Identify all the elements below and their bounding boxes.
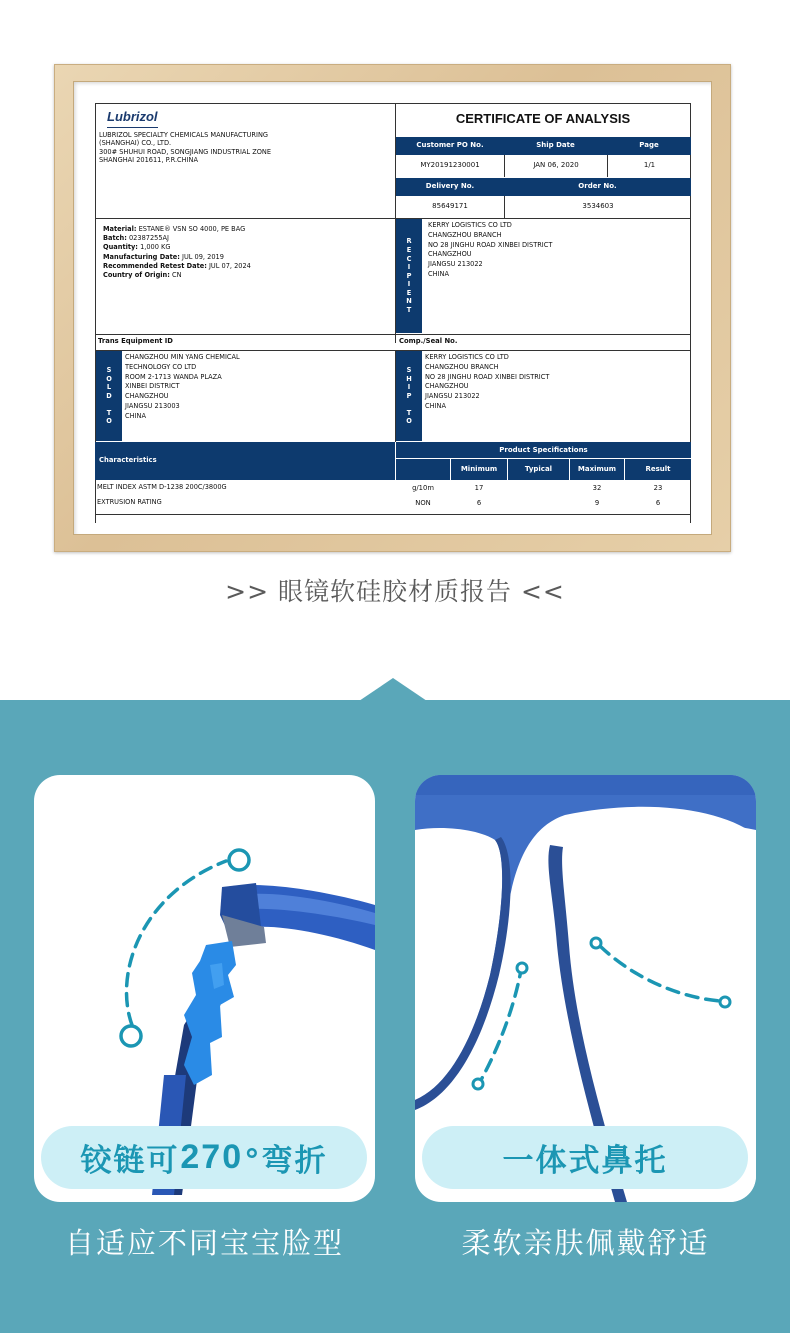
material-line: Quantity: 1,000 KG xyxy=(103,243,171,252)
company-line: 300# SHUHUI ROAD, SONGJIANG INDUSTRIAL ZONE xyxy=(99,147,271,156)
certificate-of-analysis xyxy=(95,103,691,523)
customer-po-header: Customer PO No. xyxy=(396,137,504,155)
customer-po-value: MY20191230001 xyxy=(420,161,480,170)
spec-result: 23 xyxy=(653,484,663,492)
certificate-paper xyxy=(73,81,712,535)
order-value: 3534603 xyxy=(504,196,691,218)
company-line: SHANGHAI 201611, P.R.CHINA xyxy=(99,156,199,165)
pill-suffix: °弯折 xyxy=(244,1143,328,1179)
hinge-feature-card xyxy=(34,775,375,1202)
delivery-value: 85649171 xyxy=(432,202,468,211)
spec-header-result: Result xyxy=(645,465,671,474)
spec-header-maximum: Maximum xyxy=(577,465,617,474)
sold-to-tag: S O L D T O xyxy=(96,351,122,441)
pill-number: 270 xyxy=(180,1138,244,1176)
recipient-tag: R E C I P I E N T xyxy=(396,219,422,333)
delivery-header: Delivery No. xyxy=(396,178,504,196)
ship-to-address: KERRY LOGISTICS CO LTD CHANGZHOU BRANCH NO 28 JINGHU ROAD XINBEI DISTRICT CHANGZHOU JIANGSU 213022 CHINA xyxy=(425,353,550,410)
company-address xyxy=(99,131,399,165)
certificate-title: CERTIFICATE OF ANALYSIS xyxy=(455,111,631,127)
spec-max: 9 xyxy=(594,499,600,507)
company-line: LUBRIZOL SPECIALTY CHEMICALS MANUFACTURING xyxy=(99,131,268,139)
material-line: Manufacturing Date: JUL 09, 2019 xyxy=(103,252,224,261)
report-caption: >> 眼镜软硅胶材质报告 << xyxy=(225,577,565,606)
spec-unit: g/10m xyxy=(412,484,434,492)
sold-to-address: CHANGZHOU MIN YANG CHEMICAL TECHNOLOGY CO LTD ROOM 2-1713 WANDA PLAZA XINBEI DISTRICT CHANGZHOU JIANGSU 213003 CHINA xyxy=(125,353,240,420)
ship-date-value: JAN 06, 2020 xyxy=(504,155,607,177)
spec-header-minimum: Minimum xyxy=(460,465,498,474)
spec-name: EXTRUSION RATING xyxy=(97,498,162,506)
spec-max: 32 xyxy=(592,484,602,492)
material-line: Batch: 02387255AJ xyxy=(103,234,170,243)
trans-equipment-label: Trans Equipment ID xyxy=(98,337,173,345)
spec-name: MELT INDEX ASTM D-1238 200C/3800G xyxy=(97,483,227,491)
pill-prefix: 铰链可 xyxy=(80,1143,180,1179)
material-details xyxy=(103,225,251,280)
nose-bridge-feature-card xyxy=(415,775,756,1202)
section-notch xyxy=(359,678,427,701)
material-line: Recommended Retest Date: JUL 07, 2024 xyxy=(103,261,251,270)
spec-result: 6 xyxy=(655,499,661,507)
page-value: 1/1 xyxy=(607,155,691,177)
certificate-frame xyxy=(54,64,731,552)
comp-seal-label: Comp./Seal No. xyxy=(399,337,458,345)
spec-min: 6 xyxy=(476,499,482,507)
nose-bridge-feature-pill: 一体式鼻托 xyxy=(422,1126,748,1189)
lubrizol-logo: Lubrizol xyxy=(107,109,158,128)
order-header: Order No. xyxy=(504,178,691,196)
ship-date-header: Ship Date xyxy=(504,137,607,155)
characteristics-label: Characteristics xyxy=(99,456,157,464)
page-header: Page xyxy=(607,137,691,155)
company-line: (SHANGHAI) CO., LTD. xyxy=(99,139,172,148)
recipient-address: KERRY LOGISTICS CO LTD CHANGZHOU BRANCH NO 28 JINGHU ROAD XINBEI DISTRICT CHANGZHOU JIANGSU 213022 CHINA xyxy=(428,221,553,278)
ship-to-tag: S H I P T O xyxy=(396,351,422,441)
material-line: Material: ESTANE® VSN SO 4000, PE BAG xyxy=(103,225,246,233)
spec-unit: NON xyxy=(415,499,431,507)
hinge-feature-pill xyxy=(41,1126,367,1189)
product-specs-label: Product Specifications xyxy=(396,443,691,459)
hinge-feature-subtitle: 自适应不同宝宝脸型 xyxy=(64,1226,344,1260)
spec-header-typical: Typical xyxy=(524,465,553,474)
nose-bridge-feature-subtitle: 柔软亲肤佩戴舒适 xyxy=(461,1226,710,1260)
material-line: Country of Origin: CN xyxy=(103,271,182,280)
spec-min: 17 xyxy=(474,484,484,492)
